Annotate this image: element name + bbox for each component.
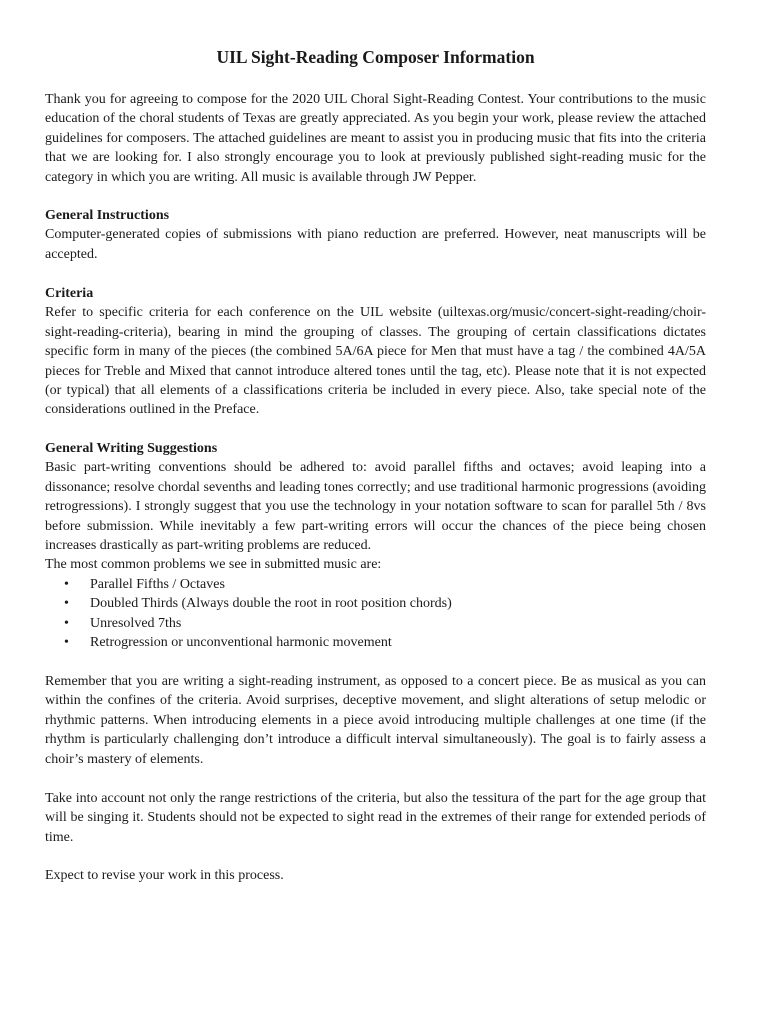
- list-item: • Doubled Thirds (Always double the root in root position chords): [45, 594, 706, 613]
- problems-list: [45, 575, 706, 653]
- list-item: • Unresolved 7ths: [45, 614, 706, 633]
- writing-suggestions-heading: General Writing Suggestions: [45, 441, 218, 456]
- document-title: UIL Sight-Reading Composer Information: [216, 47, 535, 67]
- problems-list-intro: The most common problems we see in submitted music are:: [45, 557, 382, 573]
- bullet-icon: •: [64, 615, 69, 631]
- bullet-icon: •: [64, 596, 69, 612]
- writing-suggestions-body: Basic part-writing conventions should be adhered to: avoid parallel fifths and octaves; avoid leaping into a dissonance; resolve chordal sevenths and leading tones correctly; and use traditional harmonic progressions (avoiding retrogressions). I strongly suggest that you use the technology in your notation software to scan for parallel 5th / 8vs before submission. While inevitably a few part-writing errors will occur the chances of the piece being chosen increases drastically as part-writing problems are reduced.: [45, 460, 706, 554]
- list-item: • Parallel Fifths / Octaves: [45, 575, 706, 594]
- closing-paragraph: Expect to revise your work in this process.: [45, 868, 284, 883]
- bullet-icon: •: [64, 576, 69, 592]
- general-instructions-heading: General Instructions: [45, 208, 170, 223]
- document-page: [45, 0, 706, 1024]
- criteria-section: [45, 284, 706, 420]
- intro-paragraph: Thank you for agreeing to compose for the 2020 UIL Choral Sight-Reading Contest. Your contributions to the music education of the choral students of Texas are greatly appreciated. As you begin your work, please review the attached guidelines for composers. The attached guidelines are meant to assist you in producing music that fits into the criteria that we are looking for. I also strongly encourage you to look at previously published sight-reading music for the category in which you are writing. All music is available through JW Pepper.: [45, 92, 706, 185]
- range-paragraph: Take into account not only the range restrictions of the criteria, but also the tessitura of the part for the age group that will be singing it. Students should not be expected to sight read in the extremes of their range for extended periods of time.: [45, 791, 706, 845]
- bullet-icon: •: [64, 635, 69, 651]
- general-instructions-section: [45, 206, 706, 264]
- instrument-paragraph: Remember that you are writing a sight-reading instrument, as opposed to a concert piece. Be as musical as you can within the confines of the criteria. Avoid surprises, deceptive movement, and slight alterations of setup melodic or rhythmic patterns. When introducing elements in a piece avoid introducing multiple challenges at one time (if the rhythm is particularly challenging don’t introduce a difficult interval simultaneously). The goal is to fairly assess a choir’s mastery of elements.: [45, 674, 706, 767]
- general-instructions-body: Computer-generated copies of submissions with piano reduction are preferred. However, neat manuscripts will be accepted.: [45, 227, 706, 262]
- criteria-heading: Criteria: [45, 286, 94, 301]
- writing-suggestions-section: [45, 439, 706, 652]
- list-item: • Retrogression or unconventional harmonic movement: [45, 633, 706, 652]
- criteria-body: Refer to specific criteria for each conference on the UIL website (uiltexas.org/music/concert-sight-reading/choir-sight-reading-criteria), bearing in mind the grouping of classes. The grouping of certain classifications dictates specific form in many of the pieces (the combined 5A/6A piece for Men that must have a tag / the combined 4A/5A pieces for Treble and Mixed that cannot introduce altered tones until the tag, etc). Please note that it is not expected (or typical) that all elements of a classifications criteria be included in every piece. Also, take special note of the considerations outlined in the Preface.: [45, 305, 706, 418]
